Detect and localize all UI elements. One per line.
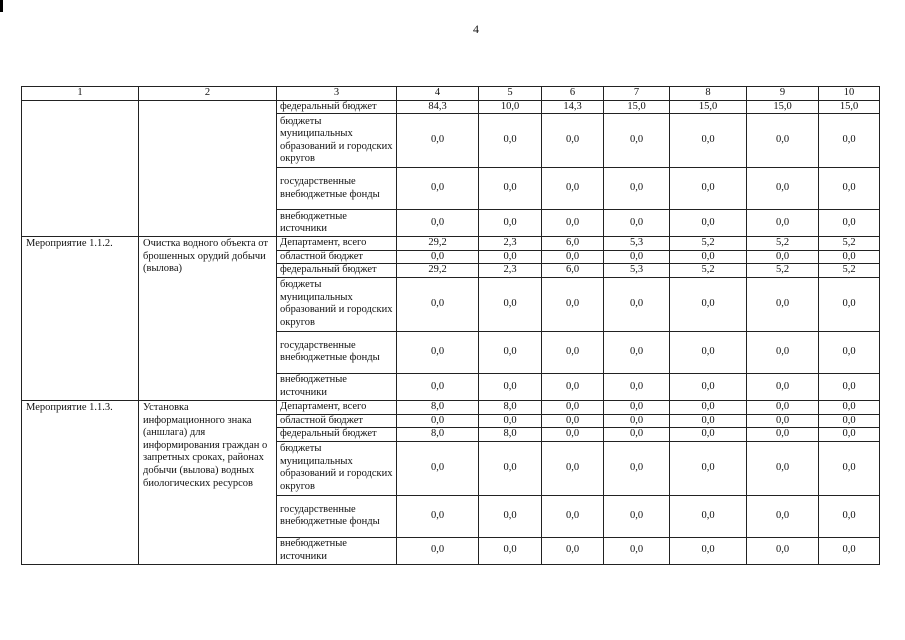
value-cell: 0,0 xyxy=(397,441,479,495)
value-cell: 0,0 xyxy=(747,414,819,428)
value-cell: 0,0 xyxy=(604,428,670,442)
funding-source: Департамент, всего xyxy=(277,400,397,414)
value-cell: 0,0 xyxy=(670,428,747,442)
value-cell: 0,0 xyxy=(819,250,880,264)
funding-source: внебюджетные источники xyxy=(277,210,397,237)
budget-table xyxy=(21,86,880,565)
table-row xyxy=(22,400,880,414)
value-cell: 10,0 xyxy=(479,100,542,114)
scan-corner-mark xyxy=(0,0,3,12)
value-cell: 0,0 xyxy=(747,428,819,442)
value-cell: 0,0 xyxy=(604,168,670,210)
value-cell: 2,3 xyxy=(479,237,542,251)
value-cell: 0,0 xyxy=(397,168,479,210)
value-cell: 0,0 xyxy=(479,114,542,168)
funding-source: областной бюджет xyxy=(277,250,397,264)
value-cell: 8,0 xyxy=(397,428,479,442)
column-header: 8 xyxy=(670,87,747,101)
funding-source: федеральный бюджет xyxy=(277,428,397,442)
value-cell: 2,3 xyxy=(479,264,542,278)
value-cell: 8,0 xyxy=(479,428,542,442)
activity-name-cell xyxy=(139,100,277,237)
activity-code: Мероприятие 1.1.3. xyxy=(22,400,139,564)
value-cell: 0,0 xyxy=(747,373,819,400)
value-cell: 0,0 xyxy=(542,168,604,210)
funding-source: бюджеты муниципальных образований и городских округов xyxy=(277,277,397,331)
value-cell: 0,0 xyxy=(819,277,880,331)
value-cell: 5,2 xyxy=(819,237,880,251)
value-cell: 0,0 xyxy=(397,495,479,537)
value-cell: 0,0 xyxy=(542,331,604,373)
funding-source: бюджеты муниципальных образований и городских округов xyxy=(277,114,397,168)
value-cell: 5,2 xyxy=(819,264,880,278)
value-cell: 0,0 xyxy=(819,331,880,373)
value-cell: 0,0 xyxy=(747,400,819,414)
funding-source: внебюджетные источники xyxy=(277,537,397,564)
value-cell: 0,0 xyxy=(819,428,880,442)
value-cell: 5,2 xyxy=(670,264,747,278)
value-cell: 0,0 xyxy=(604,373,670,400)
value-cell: 0,0 xyxy=(747,168,819,210)
value-cell: 0,0 xyxy=(747,331,819,373)
funding-source: государственные внебюджетные фонды xyxy=(277,331,397,373)
value-cell: 6,0 xyxy=(542,264,604,278)
value-cell: 0,0 xyxy=(604,414,670,428)
funding-source: бюджеты муниципальных образований и городских округов xyxy=(277,441,397,495)
value-cell: 15,0 xyxy=(670,100,747,114)
activity-name: Установка информационного знака (аншлага) для информирования граждан о запретных сроках, районах добычи (вылова) водных биологических ресурсов xyxy=(139,400,277,564)
value-cell: 0,0 xyxy=(747,441,819,495)
column-header: 6 xyxy=(542,87,604,101)
value-cell: 0,0 xyxy=(604,250,670,264)
value-cell: 0,0 xyxy=(747,114,819,168)
column-header: 4 xyxy=(397,87,479,101)
value-cell: 0,0 xyxy=(670,331,747,373)
table-row xyxy=(22,100,880,114)
funding-source: областной бюджет xyxy=(277,414,397,428)
value-cell: 0,0 xyxy=(397,250,479,264)
column-header: 1 xyxy=(22,87,139,101)
value-cell: 0,0 xyxy=(479,373,542,400)
value-cell: 0,0 xyxy=(819,441,880,495)
column-header: 10 xyxy=(819,87,880,101)
value-cell: 29,2 xyxy=(397,237,479,251)
value-cell: 0,0 xyxy=(479,537,542,564)
funding-source: государственные внебюджетные фонды xyxy=(277,168,397,210)
value-cell: 0,0 xyxy=(819,495,880,537)
value-cell: 0,0 xyxy=(479,495,542,537)
value-cell: 0,0 xyxy=(670,414,747,428)
value-cell: 0,0 xyxy=(747,537,819,564)
value-cell: 0,0 xyxy=(397,114,479,168)
value-cell: 5,2 xyxy=(670,237,747,251)
value-cell: 0,0 xyxy=(670,373,747,400)
value-cell: 0,0 xyxy=(670,277,747,331)
value-cell: 0,0 xyxy=(747,495,819,537)
funding-source: федеральный бюджет xyxy=(277,100,397,114)
value-cell: 0,0 xyxy=(670,168,747,210)
page-number: 4 xyxy=(473,22,479,36)
value-cell: 0,0 xyxy=(542,277,604,331)
value-cell: 0,0 xyxy=(819,400,880,414)
value-cell: 0,0 xyxy=(604,537,670,564)
value-cell: 0,0 xyxy=(819,210,880,237)
value-cell: 0,0 xyxy=(397,373,479,400)
value-cell: 0,0 xyxy=(819,373,880,400)
value-cell: 0,0 xyxy=(819,537,880,564)
value-cell: 5,3 xyxy=(604,264,670,278)
value-cell: 0,0 xyxy=(542,210,604,237)
value-cell: 0,0 xyxy=(479,250,542,264)
value-cell: 0,0 xyxy=(670,250,747,264)
value-cell: 0,0 xyxy=(670,441,747,495)
value-cell: 0,0 xyxy=(819,414,880,428)
value-cell: 0,0 xyxy=(604,441,670,495)
column-header: 2 xyxy=(139,87,277,101)
value-cell: 0,0 xyxy=(604,210,670,237)
value-cell: 0,0 xyxy=(542,428,604,442)
value-cell: 0,0 xyxy=(397,210,479,237)
table-body xyxy=(22,87,880,565)
value-cell: 0,0 xyxy=(542,373,604,400)
value-cell: 0,0 xyxy=(604,114,670,168)
value-cell: 5,3 xyxy=(604,237,670,251)
value-cell: 6,0 xyxy=(542,237,604,251)
value-cell: 5,2 xyxy=(747,237,819,251)
value-cell: 5,2 xyxy=(747,264,819,278)
value-cell: 0,0 xyxy=(604,400,670,414)
column-header: 9 xyxy=(747,87,819,101)
value-cell: 0,0 xyxy=(542,400,604,414)
value-cell: 0,0 xyxy=(604,495,670,537)
value-cell: 0,0 xyxy=(604,277,670,331)
value-cell: 0,0 xyxy=(397,277,479,331)
value-cell: 0,0 xyxy=(542,250,604,264)
value-cell: 8,0 xyxy=(397,400,479,414)
column-header: 3 xyxy=(277,87,397,101)
value-cell: 29,2 xyxy=(397,264,479,278)
funding-source: государственные внебюджетные фонды xyxy=(277,495,397,537)
value-cell: 0,0 xyxy=(819,114,880,168)
column-header: 5 xyxy=(479,87,542,101)
value-cell: 0,0 xyxy=(670,537,747,564)
funding-source: Департамент, всего xyxy=(277,237,397,251)
table-row xyxy=(22,237,880,251)
value-cell: 14,3 xyxy=(542,100,604,114)
value-cell: 0,0 xyxy=(397,414,479,428)
value-cell: 15,0 xyxy=(604,100,670,114)
value-cell: 8,0 xyxy=(479,400,542,414)
value-cell: 15,0 xyxy=(819,100,880,114)
value-cell: 0,0 xyxy=(479,277,542,331)
value-cell: 0,0 xyxy=(479,168,542,210)
value-cell: 0,0 xyxy=(479,414,542,428)
value-cell: 0,0 xyxy=(542,495,604,537)
value-cell: 0,0 xyxy=(670,495,747,537)
value-cell: 0,0 xyxy=(747,277,819,331)
value-cell: 0,0 xyxy=(397,331,479,373)
value-cell: 0,0 xyxy=(604,331,670,373)
value-cell: 0,0 xyxy=(542,414,604,428)
activity-code: Мероприятие 1.1.2. xyxy=(22,237,139,401)
value-cell: 15,0 xyxy=(747,100,819,114)
activity-name: Очистка водного объекта от брошенных орудий добычи (вылова) xyxy=(139,237,277,401)
value-cell: 0,0 xyxy=(747,210,819,237)
header-row xyxy=(22,87,880,101)
value-cell: 0,0 xyxy=(542,441,604,495)
value-cell: 0,0 xyxy=(479,331,542,373)
value-cell: 0,0 xyxy=(542,537,604,564)
funding-source: внебюджетные источники xyxy=(277,373,397,400)
value-cell: 0,0 xyxy=(747,250,819,264)
value-cell: 0,0 xyxy=(670,114,747,168)
value-cell: 0,0 xyxy=(479,441,542,495)
value-cell: 0,0 xyxy=(670,210,747,237)
value-cell: 0,0 xyxy=(819,168,880,210)
value-cell: 0,0 xyxy=(670,400,747,414)
value-cell: 84,3 xyxy=(397,100,479,114)
value-cell: 0,0 xyxy=(479,210,542,237)
value-cell: 0,0 xyxy=(542,114,604,168)
funding-source: федеральный бюджет xyxy=(277,264,397,278)
value-cell: 0,0 xyxy=(397,537,479,564)
activity-code-cell xyxy=(22,100,139,237)
column-header: 7 xyxy=(604,87,670,101)
